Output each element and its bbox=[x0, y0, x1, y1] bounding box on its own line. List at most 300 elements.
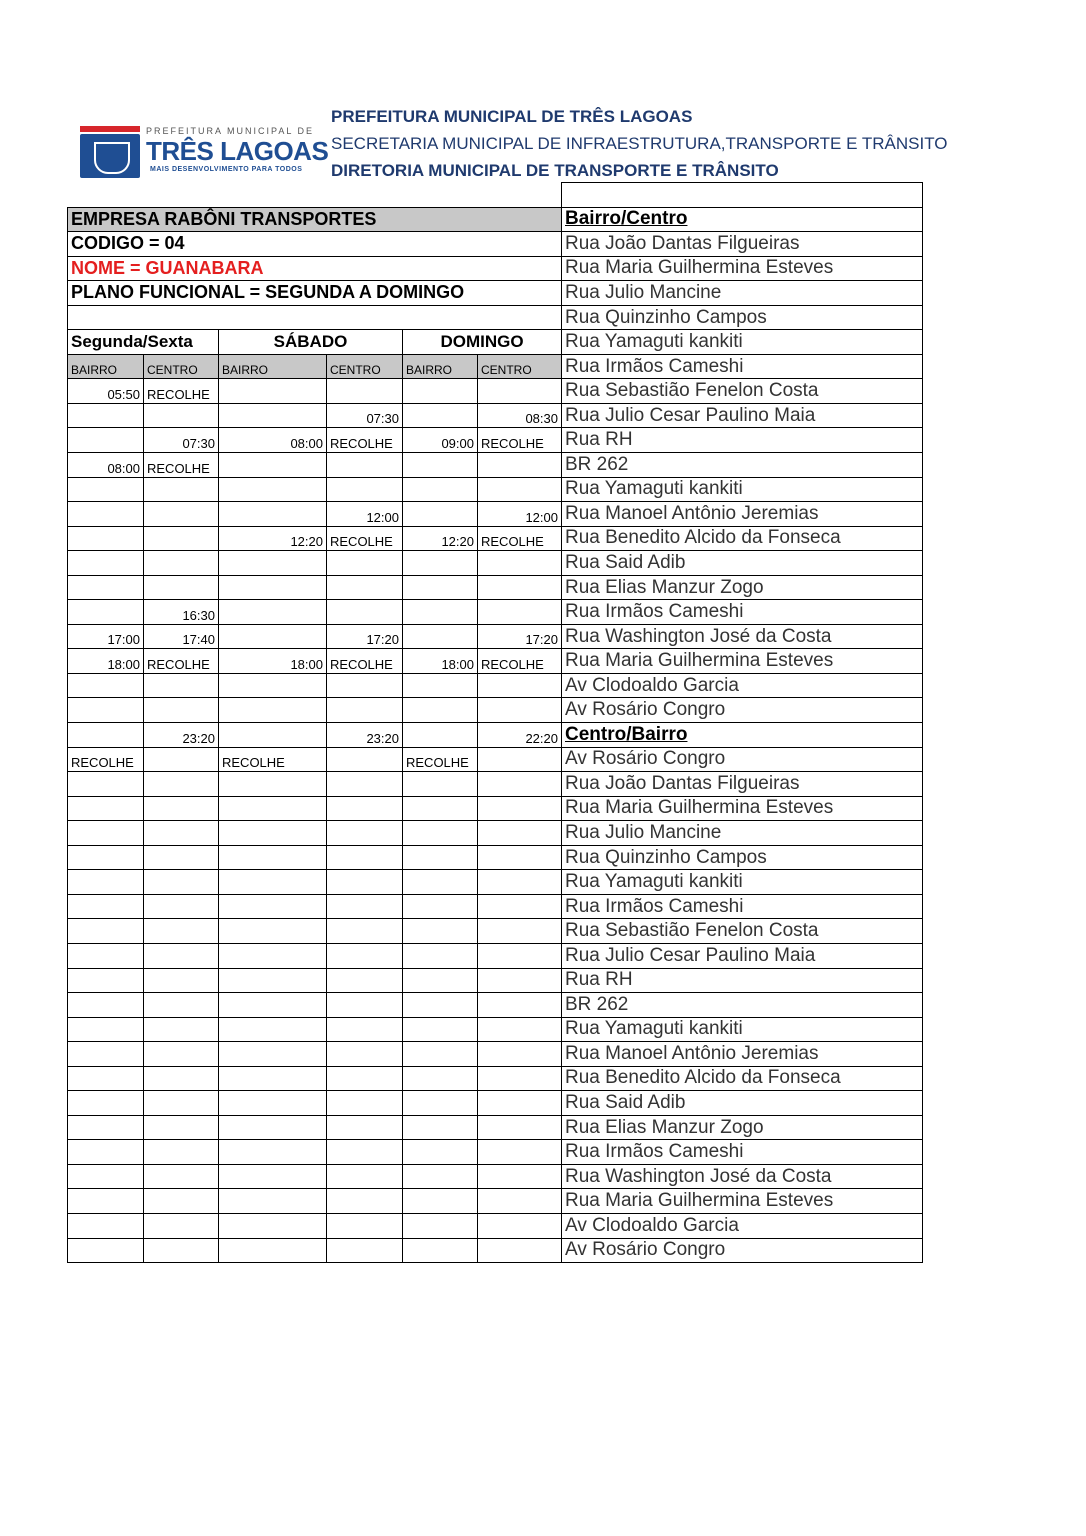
street-item: Rua Maria Guilhermina Esteves bbox=[562, 796, 923, 821]
street-item: Rua Julio Cesar Paulino Maia bbox=[562, 403, 923, 428]
schedule-cell bbox=[219, 723, 327, 748]
day-saturday: SÁBADO bbox=[219, 330, 403, 355]
schedule-cell bbox=[219, 845, 327, 870]
street-item: Rua Irmãos Cameshi bbox=[562, 1140, 923, 1165]
schedule-cell bbox=[219, 796, 327, 821]
schedule-cell bbox=[144, 919, 219, 944]
table-row bbox=[68, 1213, 923, 1238]
schedule-cell bbox=[68, 1189, 144, 1214]
table-row bbox=[68, 551, 923, 576]
street-item: Rua Irmãos Cameshi bbox=[562, 894, 923, 919]
schedule-cell bbox=[403, 1213, 478, 1238]
logo-city-name: TRÊS LAGOAS bbox=[146, 136, 329, 166]
schedule-cell bbox=[144, 477, 219, 502]
schedule-cell bbox=[478, 1091, 562, 1116]
schedule-cell bbox=[403, 821, 478, 846]
schedule-cell bbox=[327, 673, 403, 698]
schedule-cell bbox=[144, 993, 219, 1018]
schedule-cell: RECOLHE bbox=[144, 649, 219, 674]
schedule-cell bbox=[144, 551, 219, 576]
schedule-cell bbox=[327, 575, 403, 600]
schedule-cell bbox=[403, 1042, 478, 1067]
schedule-cell bbox=[219, 477, 327, 502]
schedule-cell bbox=[327, 772, 403, 797]
street-item: Rua Washington José da Costa bbox=[562, 624, 923, 649]
city-logo bbox=[80, 126, 329, 178]
schedule-cell bbox=[327, 894, 403, 919]
header-diretoria: DIRETORIA MUNICIPAL DE TRANSPORTE E TRÂNSITO bbox=[331, 161, 779, 180]
schedule-cell bbox=[403, 993, 478, 1018]
schedule-cell bbox=[219, 821, 327, 846]
street-item: Rua Manoel Antônio Jeremias bbox=[562, 1042, 923, 1067]
schedule-cell: 17:00 bbox=[68, 624, 144, 649]
schedule-cell bbox=[219, 1189, 327, 1214]
schedule-cell bbox=[219, 894, 327, 919]
schedule-cell bbox=[68, 428, 144, 453]
schedule-cell bbox=[144, 526, 219, 551]
schedule-cell bbox=[327, 943, 403, 968]
schedule-cell bbox=[219, 624, 327, 649]
street-item: Av Clodoaldo Garcia bbox=[562, 1213, 923, 1238]
street-item: Av Rosário Congro bbox=[562, 698, 923, 723]
schedule-cell: 16:30 bbox=[144, 600, 219, 625]
schedule-cell bbox=[478, 1213, 562, 1238]
schedule-cell bbox=[478, 845, 562, 870]
street-item: Rua RH bbox=[562, 968, 923, 993]
schedule-cell: 23:20 bbox=[144, 723, 219, 748]
schedule-cell bbox=[403, 772, 478, 797]
table-row bbox=[68, 1115, 923, 1140]
schedule-cell: 17:20 bbox=[478, 624, 562, 649]
table-row bbox=[68, 1091, 923, 1116]
schedule-cell bbox=[478, 1115, 562, 1140]
schedule-cell: 18:00 bbox=[403, 649, 478, 674]
street-item: Rua Elias Manzur Zogo bbox=[562, 575, 923, 600]
table-row bbox=[68, 673, 923, 698]
schedule-cell bbox=[68, 772, 144, 797]
street-item: Rua Julio Mancine bbox=[562, 821, 923, 846]
schedule-cell bbox=[219, 870, 327, 895]
schedule-cell bbox=[68, 698, 144, 723]
schedule-cell bbox=[144, 403, 219, 428]
schedule-cell bbox=[403, 968, 478, 993]
street-item: Rua Elias Manzur Zogo bbox=[562, 1115, 923, 1140]
schedule-cell bbox=[478, 1140, 562, 1165]
schedule-cell bbox=[144, 796, 219, 821]
schedule-cell bbox=[68, 1091, 144, 1116]
schedule-cell: 09:00 bbox=[403, 428, 478, 453]
schedule-cell bbox=[403, 796, 478, 821]
column-header: CENTRO bbox=[144, 354, 219, 379]
column-header: BAIRRO bbox=[68, 354, 144, 379]
schedule-cell bbox=[327, 477, 403, 502]
table-row bbox=[68, 1066, 923, 1091]
street-item: Rua João Dantas Filgueiras bbox=[562, 232, 923, 257]
schedule-cell bbox=[144, 698, 219, 723]
route-heading-bairro-centro: Bairro/Centro bbox=[562, 207, 923, 232]
line-name: NOME = GUANABARA bbox=[68, 256, 562, 281]
schedule-cell bbox=[478, 968, 562, 993]
table-row bbox=[68, 747, 923, 772]
schedule-cell bbox=[144, 1238, 219, 1263]
schedule-cell bbox=[68, 403, 144, 428]
line-code: CODIGO = 04 bbox=[68, 232, 562, 257]
schedule-cell bbox=[403, 673, 478, 698]
schedule-cell bbox=[219, 1042, 327, 1067]
schedule-cell: 08:30 bbox=[478, 403, 562, 428]
schedule-cell: RECOLHE bbox=[144, 379, 219, 404]
schedule-cell bbox=[219, 968, 327, 993]
schedule-cell bbox=[478, 600, 562, 625]
schedule-cell bbox=[144, 747, 219, 772]
schedule-cell bbox=[219, 575, 327, 600]
schedule-cell bbox=[403, 1238, 478, 1263]
street-item: Rua Benedito Alcido da Fonseca bbox=[562, 526, 923, 551]
schedule-cell: RECOLHE bbox=[327, 428, 403, 453]
table-row bbox=[68, 894, 923, 919]
schedule-cell bbox=[403, 919, 478, 944]
schedule-cell bbox=[144, 968, 219, 993]
day-sunday: DOMINGO bbox=[403, 330, 562, 355]
table-row bbox=[68, 1017, 923, 1042]
schedule-cell bbox=[144, 1140, 219, 1165]
schedule-cell bbox=[327, 821, 403, 846]
schedule-cell bbox=[68, 600, 144, 625]
logo-small-text: PREFEITURA MUNICIPAL DE bbox=[146, 126, 315, 136]
schedule-cell bbox=[144, 943, 219, 968]
schedule-cell: 07:30 bbox=[327, 403, 403, 428]
schedule-cell bbox=[68, 845, 144, 870]
schedule-cell bbox=[219, 1238, 327, 1263]
schedule-cell bbox=[68, 1066, 144, 1091]
schedule-cell bbox=[478, 821, 562, 846]
schedule-cell bbox=[327, 453, 403, 478]
operating-plan: PLANO FUNCIONAL = SEGUNDA A DOMINGO bbox=[68, 281, 562, 306]
street-item: Rua Maria Guilhermina Esteves bbox=[562, 1189, 923, 1214]
schedule-cell: 18:00 bbox=[68, 649, 144, 674]
schedule-cell bbox=[327, 379, 403, 404]
street-item: BR 262 bbox=[562, 993, 923, 1018]
table-row bbox=[68, 428, 923, 453]
schedule-cell bbox=[68, 1238, 144, 1263]
schedule-cell bbox=[403, 1164, 478, 1189]
table-row bbox=[68, 919, 923, 944]
schedule-cell bbox=[144, 575, 219, 600]
table-row bbox=[68, 796, 923, 821]
schedule-cell bbox=[144, 1042, 219, 1067]
schedule-cell bbox=[327, 600, 403, 625]
schedule-cell bbox=[478, 1189, 562, 1214]
schedule-cell bbox=[478, 894, 562, 919]
table-row bbox=[68, 845, 923, 870]
schedule-cell bbox=[403, 870, 478, 895]
street-item: Rua Yamaguti kankiti bbox=[562, 1017, 923, 1042]
table-row bbox=[68, 477, 923, 502]
schedule-cell bbox=[403, 502, 478, 527]
schedule-cell: RECOLHE bbox=[144, 453, 219, 478]
schedule-cell bbox=[327, 1164, 403, 1189]
schedule-cell bbox=[478, 477, 562, 502]
schedule-cell bbox=[144, 1115, 219, 1140]
schedule-cell bbox=[219, 379, 327, 404]
schedule-cell bbox=[219, 1164, 327, 1189]
table-row bbox=[68, 207, 923, 232]
schedule-cell bbox=[144, 502, 219, 527]
street-item: Rua Said Adib bbox=[562, 551, 923, 576]
schedule-cell bbox=[403, 943, 478, 968]
schedule-cell: RECOLHE bbox=[478, 428, 562, 453]
schedule-cell bbox=[478, 943, 562, 968]
schedule-cell bbox=[403, 453, 478, 478]
schedule-cell bbox=[403, 1017, 478, 1042]
column-header: BAIRRO bbox=[403, 354, 478, 379]
schedule-cell bbox=[219, 551, 327, 576]
schedule-cell bbox=[68, 673, 144, 698]
blank-info-row bbox=[68, 305, 562, 330]
table-row bbox=[68, 943, 923, 968]
schedule-cell bbox=[327, 796, 403, 821]
schedule-cell bbox=[478, 1238, 562, 1263]
schedule-cell bbox=[478, 772, 562, 797]
schedule-cell bbox=[403, 894, 478, 919]
street-item: Rua Maria Guilhermina Esteves bbox=[562, 649, 923, 674]
schedule-cell bbox=[403, 600, 478, 625]
schedule-cell bbox=[327, 1017, 403, 1042]
schedule-cell bbox=[478, 1042, 562, 1067]
day-weekday: Segunda/Sexta bbox=[68, 330, 219, 355]
street-item: Av Rosário Congro bbox=[562, 747, 923, 772]
schedule-cell bbox=[327, 747, 403, 772]
schedule-cell bbox=[403, 575, 478, 600]
table-row bbox=[68, 575, 923, 600]
table-row bbox=[68, 772, 923, 797]
schedule-cell bbox=[327, 1238, 403, 1263]
schedule-cell bbox=[144, 1189, 219, 1214]
schedule-cell bbox=[327, 968, 403, 993]
schedule-cell bbox=[327, 1066, 403, 1091]
schedule-cell bbox=[327, 845, 403, 870]
schedule-cell bbox=[219, 1115, 327, 1140]
schedule-cell bbox=[219, 943, 327, 968]
schedule-cell bbox=[68, 575, 144, 600]
header-secretaria: SECRETARIA MUNICIPAL DE INFRAESTRUTURA,TRANSPORTE E TRÂNSITO bbox=[331, 134, 948, 153]
schedule-cell bbox=[403, 403, 478, 428]
street-item: Rua Sebastião Fenelon Costa bbox=[562, 379, 923, 404]
schedule-cell bbox=[327, 1042, 403, 1067]
schedule-cell bbox=[219, 453, 327, 478]
schedule-cell bbox=[68, 821, 144, 846]
schedule-cell bbox=[144, 772, 219, 797]
schedule-cell: 12:20 bbox=[219, 526, 327, 551]
schedule-cell bbox=[327, 698, 403, 723]
schedule-cell bbox=[219, 1140, 327, 1165]
schedule-cell bbox=[219, 600, 327, 625]
schedule-cell bbox=[144, 1066, 219, 1091]
schedule-cell bbox=[144, 894, 219, 919]
schedule-cell bbox=[327, 551, 403, 576]
schedule-cell bbox=[144, 845, 219, 870]
schedule-cell bbox=[68, 968, 144, 993]
schedule-cell bbox=[68, 1017, 144, 1042]
street-item: Rua Yamaguti kankiti bbox=[562, 330, 923, 355]
schedule-cell: 18:00 bbox=[219, 649, 327, 674]
table-row bbox=[68, 1238, 923, 1263]
table-row bbox=[68, 526, 923, 551]
street-item: Rua Julio Mancine bbox=[562, 281, 923, 306]
schedule-cell bbox=[219, 673, 327, 698]
schedule-cell bbox=[219, 1066, 327, 1091]
schedule-cell bbox=[219, 993, 327, 1018]
schedule-cell bbox=[144, 821, 219, 846]
street-item: Rua Benedito Alcido da Fonseca bbox=[562, 1066, 923, 1091]
schedule-cell bbox=[219, 1091, 327, 1116]
table-row bbox=[68, 698, 923, 723]
schedule-cell bbox=[327, 1140, 403, 1165]
table-row bbox=[68, 624, 923, 649]
table-row bbox=[68, 1189, 923, 1214]
schedule-cell bbox=[327, 870, 403, 895]
schedule-cell bbox=[144, 870, 219, 895]
schedule-cell: 17:40 bbox=[144, 624, 219, 649]
street-item: Av Rosário Congro bbox=[562, 1238, 923, 1263]
schedule-cell bbox=[478, 698, 562, 723]
street-item: Rua Quinzinho Campos bbox=[562, 305, 923, 330]
table-row bbox=[68, 1164, 923, 1189]
column-header: BAIRRO bbox=[219, 354, 327, 379]
column-header: CENTRO bbox=[327, 354, 403, 379]
schedule-cell bbox=[144, 1091, 219, 1116]
street-item: BR 262 bbox=[562, 453, 923, 478]
table-row bbox=[68, 968, 923, 993]
schedule-cell: 22:20 bbox=[478, 723, 562, 748]
street-item: Rua Washington José da Costa bbox=[562, 1164, 923, 1189]
schedule-cell bbox=[68, 1042, 144, 1067]
logo-flag-stripe bbox=[80, 126, 140, 132]
table-row bbox=[68, 256, 923, 281]
schedule-cell bbox=[403, 477, 478, 502]
schedule-cell bbox=[68, 1213, 144, 1238]
schedule-cell: RECOLHE bbox=[327, 526, 403, 551]
schedule-cell bbox=[68, 502, 144, 527]
schedule-cell bbox=[144, 673, 219, 698]
schedule-cell bbox=[478, 919, 562, 944]
schedule-cell bbox=[219, 1017, 327, 1042]
table-row bbox=[68, 281, 923, 306]
street-item: Rua Irmãos Cameshi bbox=[562, 600, 923, 625]
schedule-table bbox=[67, 182, 923, 1263]
street-item: Rua Yamaguti kankiti bbox=[562, 477, 923, 502]
table-row bbox=[68, 1042, 923, 1067]
schedule-cell bbox=[68, 993, 144, 1018]
street-item: Rua Said Adib bbox=[562, 1091, 923, 1116]
schedule-cell bbox=[403, 1091, 478, 1116]
table-row bbox=[68, 379, 923, 404]
coat-of-arms-icon bbox=[80, 134, 140, 178]
schedule-cell bbox=[219, 502, 327, 527]
schedule-cell: 08:00 bbox=[219, 428, 327, 453]
schedule-cell bbox=[219, 403, 327, 428]
route-heading-centro-bairro: Centro/Bairro bbox=[562, 723, 923, 748]
schedule-cell bbox=[403, 1140, 478, 1165]
table-row bbox=[68, 600, 923, 625]
schedule-cell bbox=[403, 551, 478, 576]
logo-tagline: MAIS DESENVOLVIMENTO PARA TODOS bbox=[150, 166, 303, 173]
street-item: Av Clodoaldo Garcia bbox=[562, 673, 923, 698]
schedule-cell bbox=[219, 698, 327, 723]
schedule-cell bbox=[478, 747, 562, 772]
route-blank-cell bbox=[562, 183, 923, 208]
schedule-cell bbox=[403, 723, 478, 748]
table-row bbox=[68, 821, 923, 846]
schedule-cell: 07:30 bbox=[144, 428, 219, 453]
table-row bbox=[68, 354, 923, 379]
schedule-cell: RECOLHE bbox=[219, 747, 327, 772]
schedule-cell bbox=[219, 919, 327, 944]
street-item: Rua Quinzinho Campos bbox=[562, 845, 923, 870]
schedule-cell bbox=[327, 919, 403, 944]
schedule-cell bbox=[144, 1213, 219, 1238]
schedule-cell: 12:20 bbox=[403, 526, 478, 551]
schedule-cell bbox=[478, 1164, 562, 1189]
schedule-cell bbox=[68, 870, 144, 895]
table-row bbox=[68, 330, 923, 355]
schedule-cell bbox=[403, 1066, 478, 1091]
schedule-cell bbox=[478, 453, 562, 478]
blank-cell bbox=[68, 183, 562, 208]
table-row bbox=[68, 993, 923, 1018]
street-item: Rua Maria Guilhermina Esteves bbox=[562, 256, 923, 281]
schedule-cell bbox=[144, 1164, 219, 1189]
schedule-cell bbox=[68, 796, 144, 821]
table-row bbox=[68, 870, 923, 895]
schedule-cell bbox=[403, 698, 478, 723]
schedule-cell bbox=[478, 1017, 562, 1042]
schedule-cell bbox=[478, 870, 562, 895]
schedule-cell bbox=[327, 1189, 403, 1214]
company-name: EMPRESA RABÔNI TRANSPORTES bbox=[68, 207, 562, 232]
street-item: Rua João Dantas Filgueiras bbox=[562, 772, 923, 797]
schedule-cell: 17:20 bbox=[327, 624, 403, 649]
street-item: Rua Sebastião Fenelon Costa bbox=[562, 919, 923, 944]
schedule-cell bbox=[478, 551, 562, 576]
street-item: Rua Manoel Antônio Jeremias bbox=[562, 502, 923, 527]
street-item: Rua Irmãos Cameshi bbox=[562, 354, 923, 379]
table-row bbox=[68, 183, 923, 208]
schedule-cell: 12:00 bbox=[327, 502, 403, 527]
schedule-cell bbox=[68, 943, 144, 968]
schedule-cell: 12:00 bbox=[478, 502, 562, 527]
schedule-cell: 08:00 bbox=[68, 453, 144, 478]
schedule-cell bbox=[327, 1213, 403, 1238]
schedule-cell bbox=[68, 1164, 144, 1189]
schedule-cell bbox=[478, 796, 562, 821]
column-header: CENTRO bbox=[478, 354, 562, 379]
schedule-cell bbox=[403, 1189, 478, 1214]
table-row bbox=[68, 453, 923, 478]
street-item: Rua Yamaguti kankiti bbox=[562, 870, 923, 895]
table-row bbox=[68, 649, 923, 674]
schedule-cell bbox=[327, 1091, 403, 1116]
table-row bbox=[68, 502, 923, 527]
schedule-cell bbox=[68, 477, 144, 502]
schedule-cell: 23:20 bbox=[327, 723, 403, 748]
schedule-cell bbox=[327, 993, 403, 1018]
street-item: Rua RH bbox=[562, 428, 923, 453]
schedule-cell bbox=[478, 1066, 562, 1091]
schedule-cell: RECOLHE bbox=[403, 747, 478, 772]
schedule-cell bbox=[478, 575, 562, 600]
street-item: Rua Julio Cesar Paulino Maia bbox=[562, 943, 923, 968]
